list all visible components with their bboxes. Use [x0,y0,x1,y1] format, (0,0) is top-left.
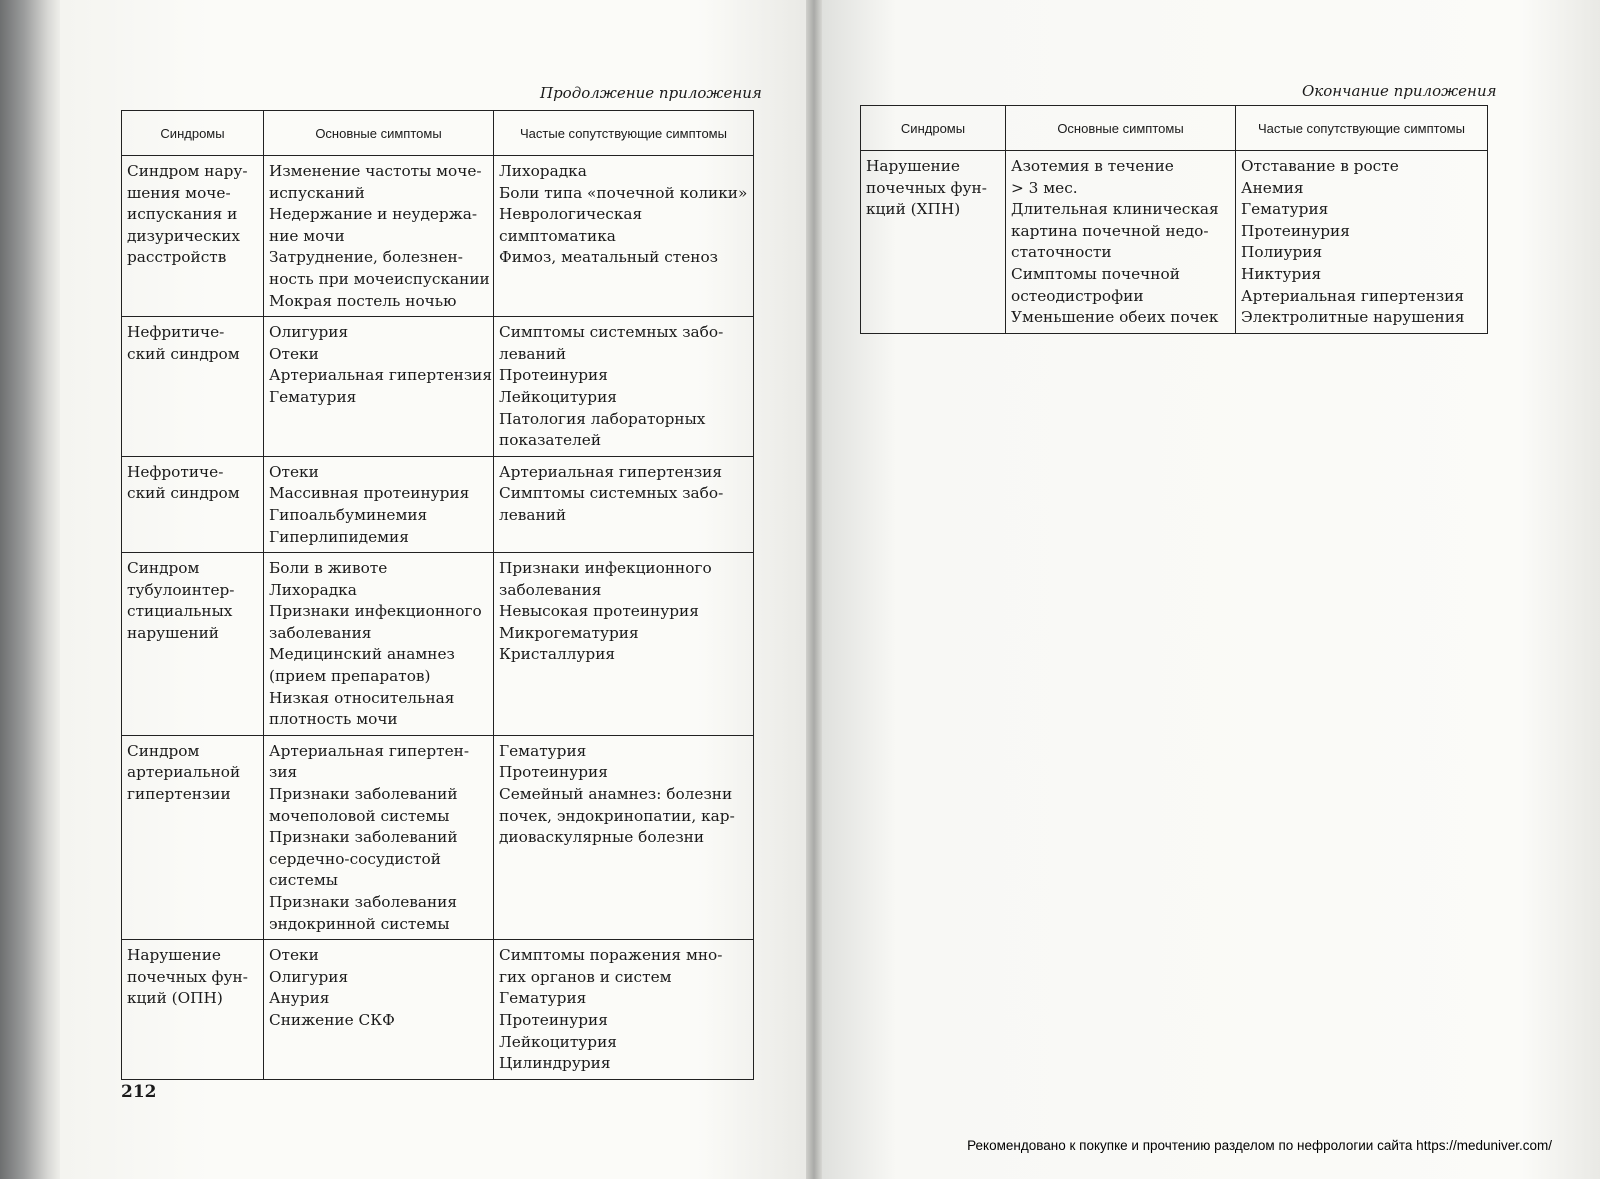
cell-line: Протеинурия [499,763,608,782]
cell-line: статочности [1011,243,1112,262]
cell-line: Анурия [269,989,330,1008]
cell-line: Гематурия [499,741,587,760]
table-row [122,156,754,317]
page-number-left: 212 [121,1082,157,1102]
cell-line: эндокринной системы [269,914,450,933]
accompanying-symptoms-cell [494,553,754,736]
cell-line: показателей [499,431,602,450]
cell-line: Артериальная гипертензия [269,366,493,385]
cell-line: Симптомы поражения мно- [499,946,723,965]
cell-line: Семейный анамнез: болезни [499,785,733,804]
cell-line: Гиперлипидемия [269,527,409,546]
header-main-symptoms: Основные симптомы [1006,106,1236,151]
accompanying-symptoms-cell [494,317,754,457]
running-head-right: Окончание приложения [1302,82,1497,100]
table-row [122,317,754,457]
main-symptoms-cell [264,735,494,939]
cell-line: кций (ОПН) [127,989,223,1008]
cell-line: Протеинурия [1241,221,1350,240]
cell-line: Длительная клиническая [1011,200,1219,219]
cell-line: Отставание в росте [1241,157,1399,175]
cell-line: Массивная протеинурия [269,484,470,503]
main-symptoms-cell [1006,151,1236,334]
cell-line: Олигурия [269,323,349,342]
cell-line: Признаки инфекционного [499,559,712,578]
header-accompanying-symptoms: Частые сопутствующие симптомы [1236,106,1488,151]
main-symptoms-cell [264,940,494,1080]
main-symptoms-cell [264,156,494,317]
cell-line: сердечно-сосудистой [269,849,441,868]
cell-line: Протеинурия [499,1010,608,1029]
syndrome-cell [122,553,264,736]
cell-line: нарушений [127,623,219,642]
cell-line: ние мочи [269,226,345,245]
cell-line: системы [269,871,338,890]
main-symptoms-cell [264,553,494,736]
cell-line: Азотемия в течение [1011,157,1174,175]
syndrome-cell [861,151,1006,334]
cell-line: Лейкоцитурия [499,387,617,406]
table-row [122,735,754,939]
main-symptoms-cell [264,456,494,552]
cell-line: мочеполовой системы [269,806,450,825]
cell-line: ский синдром [127,484,240,503]
cell-line: кций (ХПН) [866,200,961,219]
cell-line: артериальной [127,763,241,782]
table-header-row [122,111,754,156]
cell-line: Недержание и неудержа- [269,205,478,224]
cell-line: Лихорадка [499,162,587,180]
header-accompanying-symptoms: Частые сопутствующие симптомы [494,111,754,156]
cell-line: ность при мочеиспускании [269,269,490,288]
accompanying-symptoms-cell [1236,151,1488,334]
cell-line: симптоматика [499,226,616,245]
cell-line: Симптомы почечной [1011,264,1180,283]
recommendation-footer: Рекомендовано к покупке и прочтению разделом по нефрологии сайта https://meduniver.com/ [967,1138,1552,1153]
cell-line: Признаки заболеваний [269,828,458,847]
cell-line: Кристаллурия [499,645,616,664]
accompanying-symptoms-cell [494,735,754,939]
cell-line: Боли типа «почечной колики» [499,183,748,202]
cell-line: испускания и [127,205,238,224]
cell-line: Артериальная гипертензия [1241,286,1465,305]
syndrome-cell [122,456,264,552]
header-main-symptoms: Основные симптомы [264,111,494,156]
cell-line: заболевания [499,580,602,599]
cell-line: Мокрая постель ночью [269,291,457,310]
main-symptoms-cell [264,317,494,457]
cell-line: ский синдром [127,344,240,363]
header-syndromes: Синдромы [861,106,1006,151]
cell-line: Изменение частоты моче- [269,162,482,180]
cell-line: Признаки заболевания [269,893,458,911]
cell-line: почечных фун- [127,967,248,986]
cell-line: Нарушение [866,157,960,175]
cell-line: Анемия [1241,178,1304,197]
cell-line: Затруднение, болезнен- [269,248,463,267]
cell-line: Нефритиче- [127,323,225,342]
cell-line: Синдром [127,741,200,760]
cell-line: Артериальная гипертензия [499,462,723,481]
cell-line: Признаки инфекционного [269,602,482,621]
cell-line: Снижение СКФ [269,1010,395,1029]
cell-line: диоваскулярные болезни [499,828,705,847]
cell-line: почек, эндокринопатии, кар- [499,806,735,825]
cell-line: Признаки заболеваний [269,785,458,804]
cell-line: > 3 мес. [1011,178,1078,197]
table-row [861,151,1488,334]
cell-line: Полиурия [1241,243,1323,262]
cell-line: Микрогематурия [499,623,639,642]
cell-line: почечных фун- [866,178,987,197]
cell-line: Артериальная гипертен- [269,741,470,760]
book-edge [0,0,60,1179]
cell-line: шения моче- [127,183,231,202]
cell-line: дизурических [127,226,241,245]
cell-line: Никтурия [1241,264,1322,283]
cell-line: заболевания [269,623,372,642]
cell-line: остеодистрофии [1011,286,1144,305]
cell-line: Гематурия [499,989,587,1008]
syndrome-cell [122,317,264,457]
cell-line: Нарушение [127,946,221,965]
cell-line: Низкая относительная [269,688,455,707]
cell-line: Электролитные нарушения [1241,308,1465,327]
cell-line: Отеки [269,462,319,481]
cell-line: испусканий [269,183,365,202]
cell-line: Симптомы системных забо- [499,323,724,342]
cell-line: Гипоальбуминемия [269,505,428,524]
table-header-row [861,106,1488,151]
accompanying-symptoms-cell [494,940,754,1080]
cell-line: Синдром [127,559,200,578]
cell-line: Уменьшение обеих почек [1011,308,1219,327]
cell-line: Боли в животе [269,559,388,578]
cell-line: Симптомы системных забо- [499,484,724,503]
cell-line: Медицинский анамнез [269,645,455,664]
syndrome-cell [122,735,264,939]
cell-line: картина почечной недо- [1011,221,1209,240]
cell-line: Невысокая протеинурия [499,602,699,621]
accompanying-symptoms-cell [494,156,754,317]
cell-line: Гематурия [1241,200,1329,219]
cell-line: Отеки [269,344,319,363]
cell-line: расстройств [127,248,227,267]
header-syndromes: Синдромы [122,111,264,156]
accompanying-symptoms-cell [494,456,754,552]
syndromes-table-right [860,105,1488,334]
table-row [122,553,754,736]
table-row [122,456,754,552]
cell-line: Лейкоцитурия [499,1032,617,1051]
book-gutter [806,0,822,1179]
table-row [122,940,754,1080]
cell-line: Олигурия [269,967,349,986]
cell-line: Неврологическая [499,205,643,224]
cell-line: Нефротиче- [127,462,224,481]
cell-line: леваний [499,344,567,363]
cell-line: гих органов и систем [499,967,672,986]
cell-line: Гематурия [269,387,357,406]
cell-line: зия [269,763,298,782]
cell-line: Фимоз, меатальный стеноз [499,248,719,267]
cell-line: гипертензии [127,785,231,804]
syndromes-table-left [121,110,754,1080]
cell-line: (прием препаратов) [269,667,431,686]
cell-line: Лихорадка [269,580,357,599]
cell-line: Синдром нару- [127,162,248,180]
cell-line: Цилиндрурия [499,1054,611,1073]
cell-line: тубулоинтер- [127,580,235,599]
cell-line: Протеинурия [499,366,608,385]
cell-line: Патология лабораторных [499,409,706,428]
cell-line: стициальных [127,602,233,621]
syndrome-cell [122,156,264,317]
cell-line: плотность мочи [269,710,398,729]
running-head-left: Продолжение приложения [540,84,762,102]
syndrome-cell [122,940,264,1080]
cell-line: леваний [499,505,567,524]
cell-line: Отеки [269,946,319,965]
